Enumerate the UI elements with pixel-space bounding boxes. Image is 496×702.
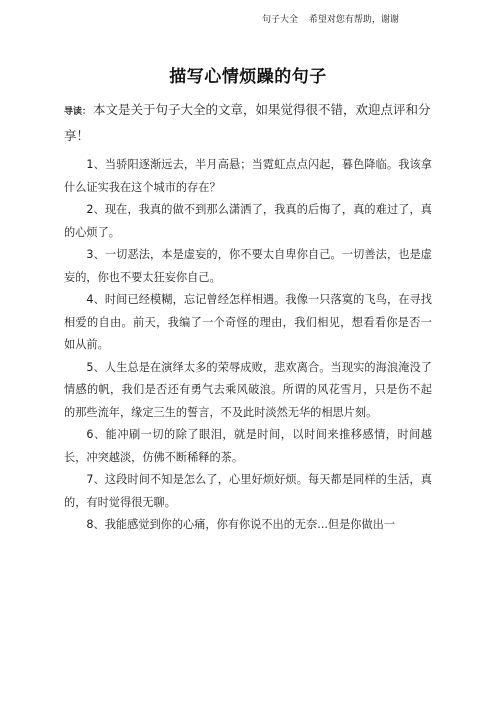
intro-block [64,98,436,148]
header-left-text: 句子大全 [262,15,299,25]
document-title: 描写心情烦躁的句子 [169,67,327,87]
intro-label: 导读： [64,107,92,117]
header-right-text: 希望对您有帮助，谢谢 [308,15,399,25]
paragraph-6: 6、能冲刷一切的除了眼泪，就是时间，以时间来推移感情，时间越长，冲突越淡，仿佛不断稀释的茶。 [64,428,432,464]
page-header [262,14,399,26]
paragraph-2: 2、现在，我真的做不到那么潇洒了，我真的后悔了，真的难过了，真的心烦了。 [64,203,432,239]
paragraph-8: 8、我能感觉到你的心痛，你有你说不出的无奈...但是你做出一 [86,518,396,531]
intro-text: 本文是关于句子大全的文章，如果觉得很不错，欢迎点评和分享！ [64,102,431,143]
paragraph-3: 3、一切恶法，本是虚妄的，你不要太自卑你自己。一切善法，也是虚妄的，你也不要太狂妄你自己。 [64,248,432,284]
paragraph-1: 1、当骄阳逐渐远去，半月高悬；当霓虹点点闪起，暮色降临。我该拿什么证实我在这个城市的存在？ [64,158,432,194]
paragraph-7: 7、这段时间不知是怎么了，心里好烦好烦。每天都是同样的生活，真的，有时觉得很无聊。 [64,473,432,509]
body-text [64,154,432,537]
paragraph-5: 5、人生总是在演绎太多的荣辱成败，悲欢离合。当现实的海浪淹没了情感的帆，我们是否还有勇气去乘风破浪。所谓的风花雪月，只是伤不起的那些流年，缘定三生的誓言，不及此时淡然无华的相思片刻。 [64,360,432,419]
paragraph-4: 4、时间已经模糊，忘记曾经怎样相遇。我像一只落寞的飞鸟，在寻找相爱的自由。前天，我编了一个奇怪的理由，我们相见，想看看你是否一如从前。 [64,293,432,351]
